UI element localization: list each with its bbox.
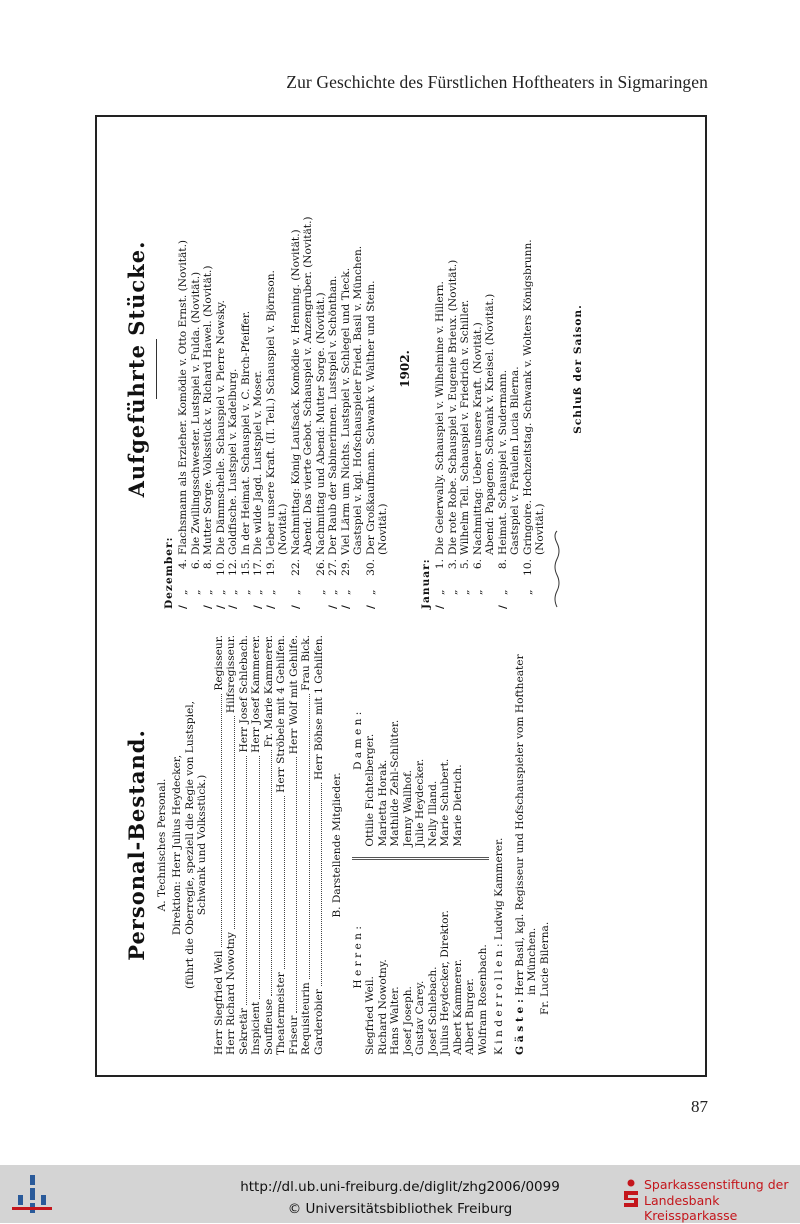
title-rule [156, 339, 157, 399]
entry-date: 8. [202, 559, 215, 570]
ditto-mark: „ [496, 589, 509, 595]
ditto-mark: „ [252, 589, 265, 595]
personal-title: Personal-Bestand. [124, 729, 149, 961]
check-mark: / [364, 605, 377, 609]
herren-name: Josef Schlebach. [426, 966, 439, 1055]
staff-row [313, 635, 326, 1055]
entry-date: 19. [264, 559, 277, 576]
entry-text: (Novität.) [277, 503, 290, 555]
ditto-mark: „ [434, 589, 447, 595]
dot-leader [225, 716, 235, 929]
staff-row [238, 635, 251, 1055]
staff-list [213, 635, 326, 1055]
entry-date: 8. [496, 559, 509, 570]
staff-row [250, 635, 263, 1055]
ditto-mark: „ [264, 589, 277, 595]
herren-name: Gustav Carey. [414, 980, 427, 1055]
staff-value: Hilfsregisseur. [225, 635, 238, 714]
check-mark [315, 595, 328, 609]
herren-name: Hans Walter. [389, 986, 402, 1055]
check-mark: / [327, 605, 340, 609]
entry-text: Flachsmann als Erzieher. Komödie v. Otto Ernst. (Novität.) [177, 239, 190, 555]
staff-row [300, 635, 313, 1055]
entry-text: Wilhelm Tell. Schauspiel v. Friedrich v. Schiller. [459, 299, 472, 555]
kinderrollen-value: Ludwig Kammerer. [493, 837, 506, 941]
check-mark: / [496, 605, 509, 609]
scanned-page-frame [95, 115, 707, 1077]
check-mark: / [434, 605, 447, 609]
ditto-mark: „ [364, 589, 377, 595]
performance-entry [522, 129, 535, 609]
check-mark: / [214, 605, 227, 609]
entry-date: 5. [459, 559, 472, 570]
staff-value: Herr Josef Kammerer. [250, 635, 263, 753]
staff-row [288, 635, 301, 1055]
dot-leader [288, 757, 298, 1012]
entry-date: 17. [252, 559, 265, 576]
ditto-mark: „ [339, 589, 352, 595]
kinderrollen-line [493, 635, 506, 1055]
entry-date: 1. [434, 559, 447, 570]
herren-name: Siegfried Weil. [364, 976, 377, 1055]
entry-text: Nachmittag: König Laufsack. Komödie v. Henning. (Novität.) [289, 229, 302, 555]
performance-entry [227, 129, 240, 609]
herren-name: Wolfram Rosenbach. [476, 944, 489, 1055]
entry-date: 27. [327, 559, 340, 576]
performance-entry [352, 129, 365, 609]
dezember-list [177, 129, 390, 609]
entry-text: Mutter Sorge. Volksstück v. Richard Hawel. (Novität.) [202, 265, 215, 555]
check-mark: / [289, 605, 302, 609]
staff-row [213, 635, 226, 1055]
damen-name: Marietta Horak. [376, 759, 389, 847]
ditto-mark: „ [177, 589, 190, 595]
staff-row [263, 635, 276, 1055]
entry-text: (Novität.) [534, 503, 547, 555]
dot-leader [300, 694, 310, 979]
performance-entry [434, 129, 447, 609]
ditto-mark: „ [327, 589, 340, 595]
check-mark: / [339, 605, 352, 609]
staff-value: Fr. Marie Kammerer. [262, 635, 275, 748]
performance-entry [265, 129, 278, 609]
performance-entry [327, 129, 340, 609]
performance-entry [315, 129, 328, 609]
performance-entry [252, 129, 265, 609]
dot-leader [263, 750, 273, 995]
sponsor-text [620, 1177, 795, 1224]
gaeste-line-3: Fr. Lucie Bilerna. [538, 921, 551, 1015]
personal-section [117, 635, 697, 1055]
staff-label: Theatermeister [275, 972, 288, 1055]
entry-date: 12. [227, 559, 240, 576]
staff-label: Garderobier [312, 989, 325, 1055]
check-mark: / [264, 605, 277, 609]
check-mark [522, 595, 535, 609]
ditto-mark: „ [471, 589, 484, 595]
dot-leader [275, 796, 285, 969]
damen-name: Marie Dietrich. [451, 764, 464, 847]
performance-entry [497, 129, 510, 609]
entry-date: 30. [364, 559, 377, 576]
ditto-mark: „ [289, 589, 302, 595]
ditto-mark: „ [189, 589, 202, 595]
staff-label: Herr Richard Nowotny [225, 932, 238, 1055]
footer-bar [0, 1165, 800, 1223]
entry-text: (Novität.) [377, 503, 390, 555]
performance-entry [302, 129, 315, 609]
entry-text: Gringoire. Hochzeitstag. Schwank v. Wolters Königsbrunn. [521, 239, 534, 555]
entry-date: 6. [189, 559, 202, 570]
herren-name: Albert Burger. [464, 978, 477, 1055]
direktion-line-2: (führt die Oberregie, speziell die Regie von Lustspiel, [183, 701, 196, 989]
entry-date: 26. [314, 559, 327, 576]
check-mark: / [177, 605, 190, 609]
performance-entry [365, 129, 378, 609]
staff-row [225, 635, 238, 1055]
herren-list [364, 860, 489, 1055]
dezember-label: Dezember: [162, 536, 175, 609]
entry-text: Goldfische. Lustspiel v. Kadelburg. [227, 368, 240, 555]
performance-entry [340, 129, 353, 609]
entry-text: Der Großkaufmann. Schwank v. Walther und Stein. [364, 280, 377, 555]
performance-entry [484, 129, 497, 609]
entry-text: Die Zwillingsschwester. Lustspiel v. Fulda. (Novität.) [189, 271, 202, 555]
entry-text: Heimat. Schauspiel v. Sudermann. [496, 369, 509, 555]
sponsor-line-2: Landesbank Kreissparkasse [644, 1192, 738, 1224]
stuecke-title: Aufgeführte Stücke. [124, 240, 149, 498]
schluss-text: Schluß der Saison. [572, 304, 585, 434]
ditto-mark: „ [239, 589, 252, 595]
check-mark [240, 595, 253, 609]
check-mark: / [202, 605, 215, 609]
entry-date: 3. [446, 559, 459, 570]
page-header: Zur Geschichte des Fürstlichen Hoftheaters in Sigmaringen [286, 72, 708, 92]
ditto-mark: „ [314, 589, 327, 595]
herren-name: Albert Kammerer. [451, 959, 464, 1055]
entry-text: Die Dämmschelle. Schauspiel v. Pierre Newsky. [214, 300, 227, 555]
ditto-mark: „ [227, 589, 240, 595]
year-heading: 1902. [397, 350, 412, 388]
entry-date: 22. [289, 559, 302, 576]
rotated-playbill [97, 117, 709, 1079]
members-columns [352, 635, 490, 1055]
entry-text: Gastspiel v. kgl. Hofschauspieler Fried. Basil v. München. [352, 245, 365, 555]
entry-date: 29. [339, 559, 352, 576]
footer-copyright: © Universitätsbibliothek Freiburg [287, 1201, 513, 1217]
herren-column [352, 860, 490, 1055]
check-mark [459, 595, 472, 609]
herren-name: Julius Heydecker, Direktor. [439, 910, 452, 1055]
entry-text: Nachmittag: Ueber unsere Kraft. (Novität.) [471, 322, 484, 555]
entry-text: Die wilde Jagd. Lustspiel v. Moser. [252, 370, 265, 555]
stuecke-section [117, 129, 697, 609]
entry-text: Abend: Papageno. Schwank v. Kneisel. (Novität.) [484, 293, 497, 555]
performance-entry [459, 129, 472, 609]
entry-text: Abend: Das vierte Gebot. Schauspiel v. Anzengruber. (Novität.) [302, 216, 315, 555]
entry-text: Die Geierwally. Schauspiel v. Wilhelmine v. Hillern. [434, 281, 447, 555]
performance-entry [177, 129, 190, 609]
herren-label: H e r r e n : [351, 926, 364, 989]
staff-label: Souffleuse [262, 998, 275, 1055]
section-b-heading: B. Darstellende Mitglieder. [331, 772, 344, 918]
ditto-mark: „ [214, 589, 227, 595]
herren-name: Josef Joseph. [401, 986, 414, 1055]
dot-leader [238, 756, 248, 1006]
damen-name: Mathilde Zehl-Schlüter. [389, 719, 402, 847]
januar-label: Januar: [419, 558, 432, 609]
staff-label: Inspicient [250, 1001, 263, 1055]
direktion-line-3: Schwank und Volksstück.) [196, 774, 209, 916]
entry-date: 10. [521, 559, 534, 576]
entry-text: Ueber unsere Kraft. (II. Teil.) Schauspiel v. Björnson. [264, 270, 277, 555]
entry-text: In der Heimat. Schauspiel v. C. Birch-Pfeiffer. [239, 310, 252, 555]
dot-leader [250, 756, 260, 999]
performance-entry [240, 129, 253, 609]
check-mark [190, 595, 203, 609]
direktion-line-1: Direktion: Herr Julius Heydecker, [171, 754, 184, 936]
staff-value: Herr Josef Schlebach. [237, 635, 250, 753]
entry-date: 6. [471, 559, 484, 570]
performance-entry [534, 129, 547, 609]
damen-name: Ottilie Fichtelberger. [364, 733, 377, 847]
staff-label: Requisiteurin [300, 982, 313, 1055]
staff-label: Herr Siegfried Weil [212, 950, 225, 1055]
herren-name: Richard Nowotny. [376, 959, 389, 1055]
sponsor-line-1: Sparkassenstiftung der [644, 1177, 789, 1192]
entry-text: Viel Lärm um Nichts. Lustspiel v. Schlegel und Tieck. [339, 267, 352, 555]
performance-entry [202, 129, 215, 609]
staff-value: Frau Bick. [300, 635, 313, 691]
footer-url[interactable]: http://dl.ub.uni-freiburg.de/diglit/zhg2006/0099 [240, 1179, 560, 1195]
performance-entry [190, 129, 203, 609]
staff-value: Herr Ströbele mit 4 Gehilfen. [275, 635, 288, 793]
section-a-heading: A. Technisches Personal. [155, 778, 168, 912]
ditto-mark: „ [446, 589, 459, 595]
entry-text: Gastspiel v. Fräulein Lucia Bilerna. [509, 366, 522, 555]
staff-value: Regisseur. [212, 635, 225, 691]
entry-text: Nachmittag und Abend: Mutter Sorge. (Novität.) [314, 292, 327, 555]
damen-name: Nelly Illand. [426, 780, 439, 847]
performance-entry [509, 129, 522, 609]
damen-name: Julie Heydecker. [414, 758, 427, 847]
kinderrollen-label: K i n d e r r o l l e n : [493, 943, 506, 1055]
entry-date: 10. [214, 559, 227, 576]
entry-date: 4. [177, 559, 190, 570]
damen-name: Jenny Wallhof. [401, 769, 414, 847]
ornament-squiggle [553, 529, 561, 609]
gaeste-line-1: Herr Basil, kgl. Regisseur und Hofschauspieler vom Hoftheater [513, 654, 526, 996]
ditto-mark: „ [202, 589, 215, 595]
januar-list [434, 129, 547, 609]
staff-value: Herr Böhse mit 1 Gehilfen. [312, 635, 325, 780]
check-mark [447, 595, 460, 609]
damen-list [364, 635, 464, 847]
entry-text: Die rote Robe. Schauspiel v. Eugenie Brieux. (Novität.) [446, 259, 459, 555]
staff-label: Friseur [287, 1015, 300, 1055]
dot-leader [213, 694, 223, 948]
performance-entry [277, 129, 290, 609]
ditto-mark: „ [459, 589, 472, 595]
performance-entry [447, 129, 460, 609]
entry-text: Der Raub der Sabinerinnen. Lustspiel v. Schönthan. [327, 275, 340, 555]
check-mark: / [252, 605, 265, 609]
staff-value: Herr Wolf mit Gehilfe. [287, 635, 300, 755]
performance-entry [472, 129, 485, 609]
performance-entry [215, 129, 228, 609]
damen-label: D a m e n : [351, 711, 364, 770]
gaeste-block [514, 635, 552, 1055]
gaeste-line-2: in München. [526, 927, 539, 995]
staff-label: Sekretär [237, 1008, 250, 1055]
dot-leader [313, 783, 323, 986]
check-mark: / [227, 605, 240, 609]
damen-column [352, 635, 490, 860]
performance-entry [290, 129, 303, 609]
performance-entry [377, 129, 390, 609]
staff-row [275, 635, 288, 1055]
ditto-mark: „ [521, 589, 534, 595]
damen-name: Marie Schubert. [439, 758, 452, 847]
gaeste-label: G ä s t e : [513, 999, 526, 1055]
entry-date: 15. [239, 559, 252, 576]
check-mark [472, 595, 485, 609]
page-number: 87 [691, 1097, 708, 1116]
